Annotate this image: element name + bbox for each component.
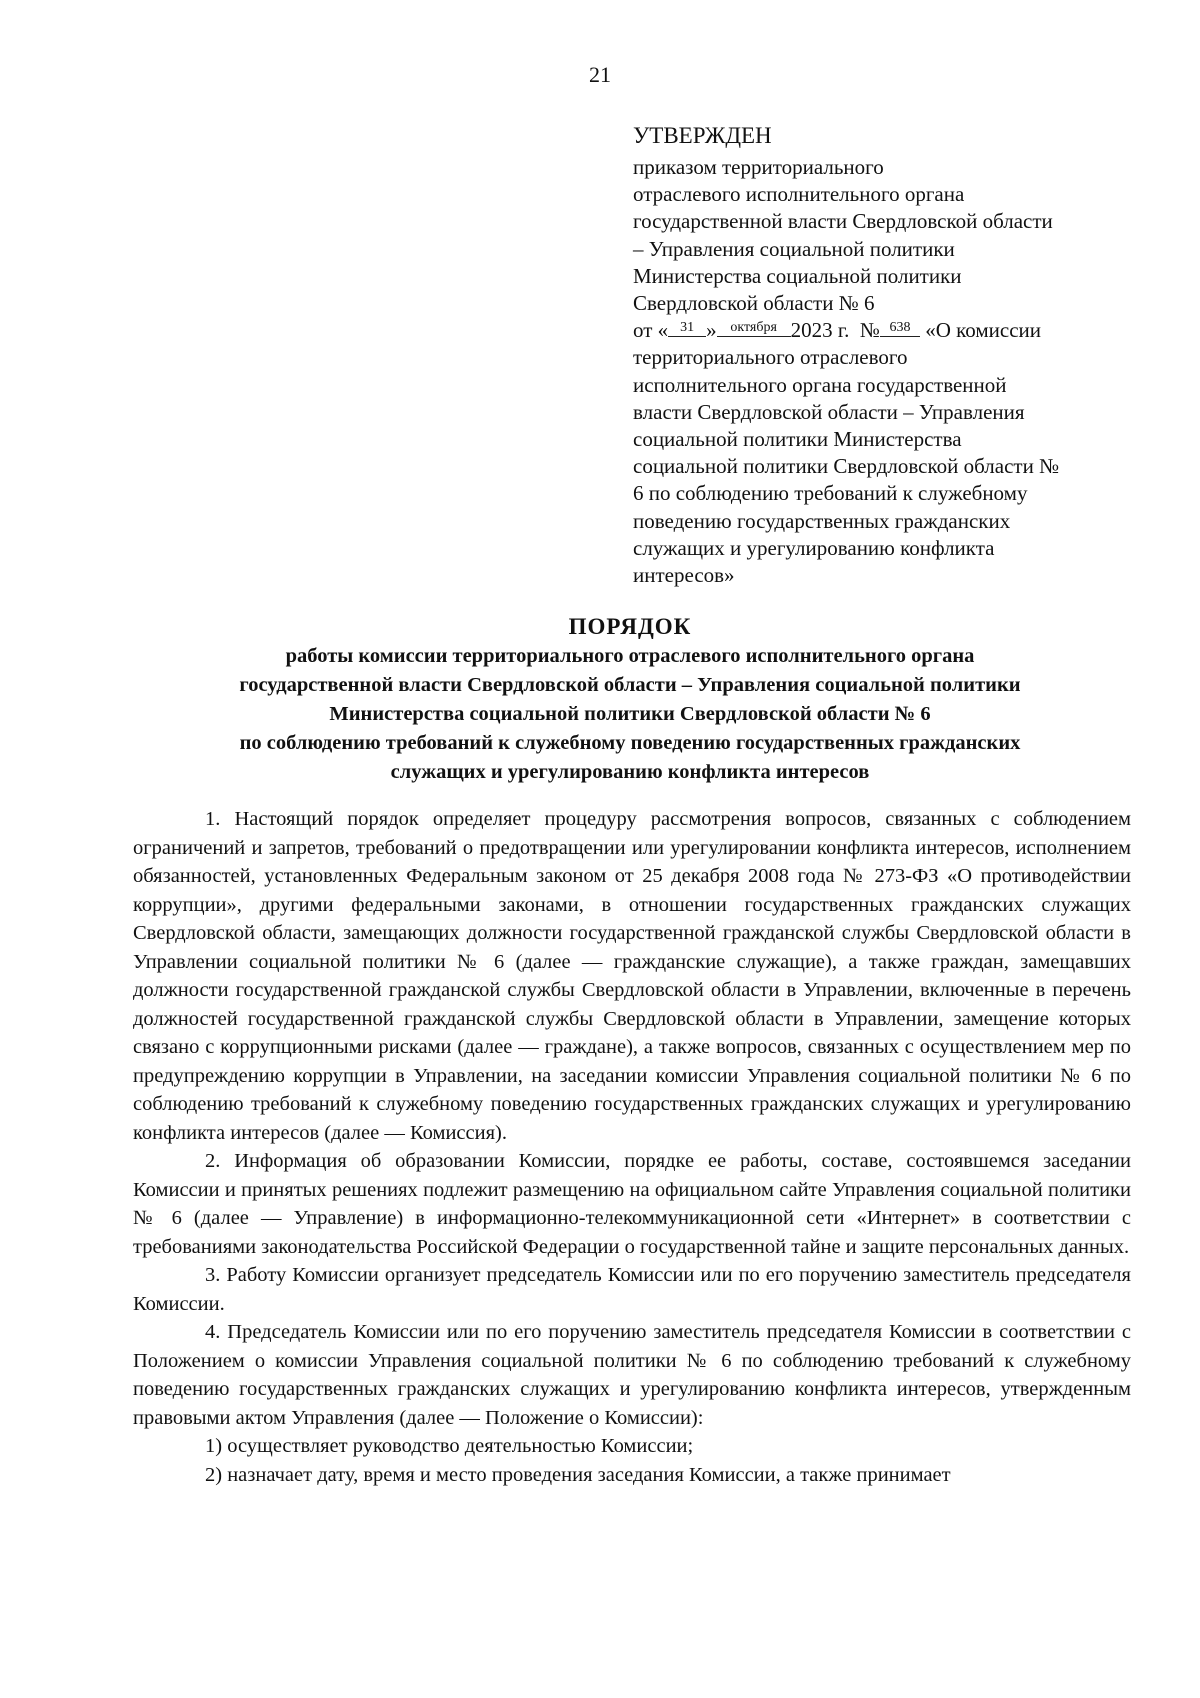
order-month: октября bbox=[717, 320, 791, 337]
page-number: 21 bbox=[589, 62, 611, 87]
document-body bbox=[133, 805, 1131, 1489]
order-title-line: социальной политики Министерства bbox=[633, 427, 962, 452]
order-title-line: служащих и урегулированию конфликта bbox=[633, 535, 995, 560]
approval-title: УТВЕРЖДЕН bbox=[633, 123, 772, 148]
heading-subtitle-line: Министерства социальной политики Свердловской области № 6 bbox=[329, 703, 931, 725]
approval-stamp-block bbox=[633, 120, 1153, 589]
approval-line: приказом территориального bbox=[633, 155, 884, 179]
order-title-line: территориального отраслевого bbox=[633, 345, 908, 370]
order-title-line: поведению государственных гражданских bbox=[633, 508, 1011, 533]
approval-date-line bbox=[633, 317, 1153, 344]
order-year: 2023 г. bbox=[790, 318, 850, 343]
document-heading bbox=[130, 612, 1130, 787]
heading-subtitle-line: по соблюдению требований к служебному поведению государственных гражданских bbox=[239, 732, 1021, 754]
order-title-line: исполнительного органа государственной bbox=[633, 372, 1007, 397]
paragraph-4-item-1: 1) осуществляет руководство деятельностью Комиссии; bbox=[205, 1435, 694, 1457]
order-title-line: власти Свердловской области – Управления bbox=[633, 399, 1025, 424]
paragraph-2: 2. Информация об образовании Комиссии, порядке ее работы, составе, состоявшемся заседании Комиссии и принятых решениях подлежит размещению на официальном сайте Управления социальной политики № 6 (далее — Управление) в информационно-телекоммуникационной сети «Интернет» в соответствии с требованиями законодательства Российской Федерации о государственной тайне и защите персональных данных. bbox=[133, 1150, 1131, 1258]
order-number: 638 bbox=[880, 320, 920, 337]
paragraph-1: 1. Настоящий порядок определяет процедуру рассмотрения вопросов, связанных с соблюдением ограничений и запретов, требований о предотвращении или урегулировании конфликта интересов, исполнением обязанностей, установленных Федеральным законом от 25 декабря 2008 года № 273-ФЗ «О противодействии коррупции», другими федеральными законами, в отношении государственных гражданских служащих Свердловской области, замещающих должности государственной гражданской службы Свердловской области в Управлении социальной политики № 6 (далее — гражданские служащие), а также граждан, замещавших должности государственной гражданской службы Свердловской области в Управлении, включенные в перечень должностей государственной гражданской службы Свердловской области в Управлении, замещение которых связано с коррупционными рисками (далее — граждане), а также вопросов, связанных с осуществлением мер по предупреждению коррупции в Управлении, на заседании комиссии Управления социальной политики № 6 по соблюдению требований к служебному поведению государственных гражданских служащих и урегулированию конфликта интересов (далее — Комиссия). bbox=[133, 808, 1131, 1144]
order-day: 31 bbox=[668, 320, 706, 337]
order-title-line: интересов» bbox=[633, 563, 735, 588]
number-prefix: № bbox=[859, 318, 880, 343]
order-title-line: 6 по соблюдению требований к служебному bbox=[633, 481, 1028, 506]
approval-line: Министерства социальной политики bbox=[633, 263, 962, 288]
date-prefix: от « bbox=[633, 318, 669, 343]
approval-line: – Управления социальной политики bbox=[633, 236, 955, 261]
heading-subtitle-line: работы комиссии территориального отраслевого исполнительного органа bbox=[285, 645, 975, 667]
approval-line: отраслевого исполнительного органа bbox=[633, 182, 965, 207]
heading-subtitle-line: служащих и урегулированию конфликта интересов bbox=[390, 761, 870, 783]
order-title-start: «О комиссии bbox=[925, 318, 1042, 343]
date-day-suffix: » bbox=[706, 318, 717, 343]
approval-line: Свердловской области № 6 bbox=[633, 291, 875, 316]
approval-line: государственной власти Свердловской области bbox=[633, 209, 1053, 234]
heading-subtitle-line: государственной власти Свердловской области – Управления социальной политики bbox=[239, 674, 1021, 696]
paragraph-4: 4. Председатель Комиссии или по его поручению заместитель председателя Комиссии в соответствии с Положением о комиссии Управления социальной политики № 6 по соблюдению требований к служебному поведению государственных гражданских служащих и урегулированию конфликта интересов, утвержденным правовыми актом Управления (далее — Положение о Комиссии): bbox=[133, 1321, 1131, 1429]
paragraph-4-item-2: 2) назначает дату, время и место проведения заседания Комиссии, а также принимает bbox=[205, 1463, 951, 1486]
heading-title: ПОРЯДОК bbox=[568, 614, 692, 639]
order-title-line: социальной политики Свердловской области № bbox=[633, 454, 1060, 479]
paragraph-3: 3. Работу Комиссии организует председатель Комиссии или по его поручению заместитель председателя Комиссии. bbox=[133, 1264, 1131, 1315]
